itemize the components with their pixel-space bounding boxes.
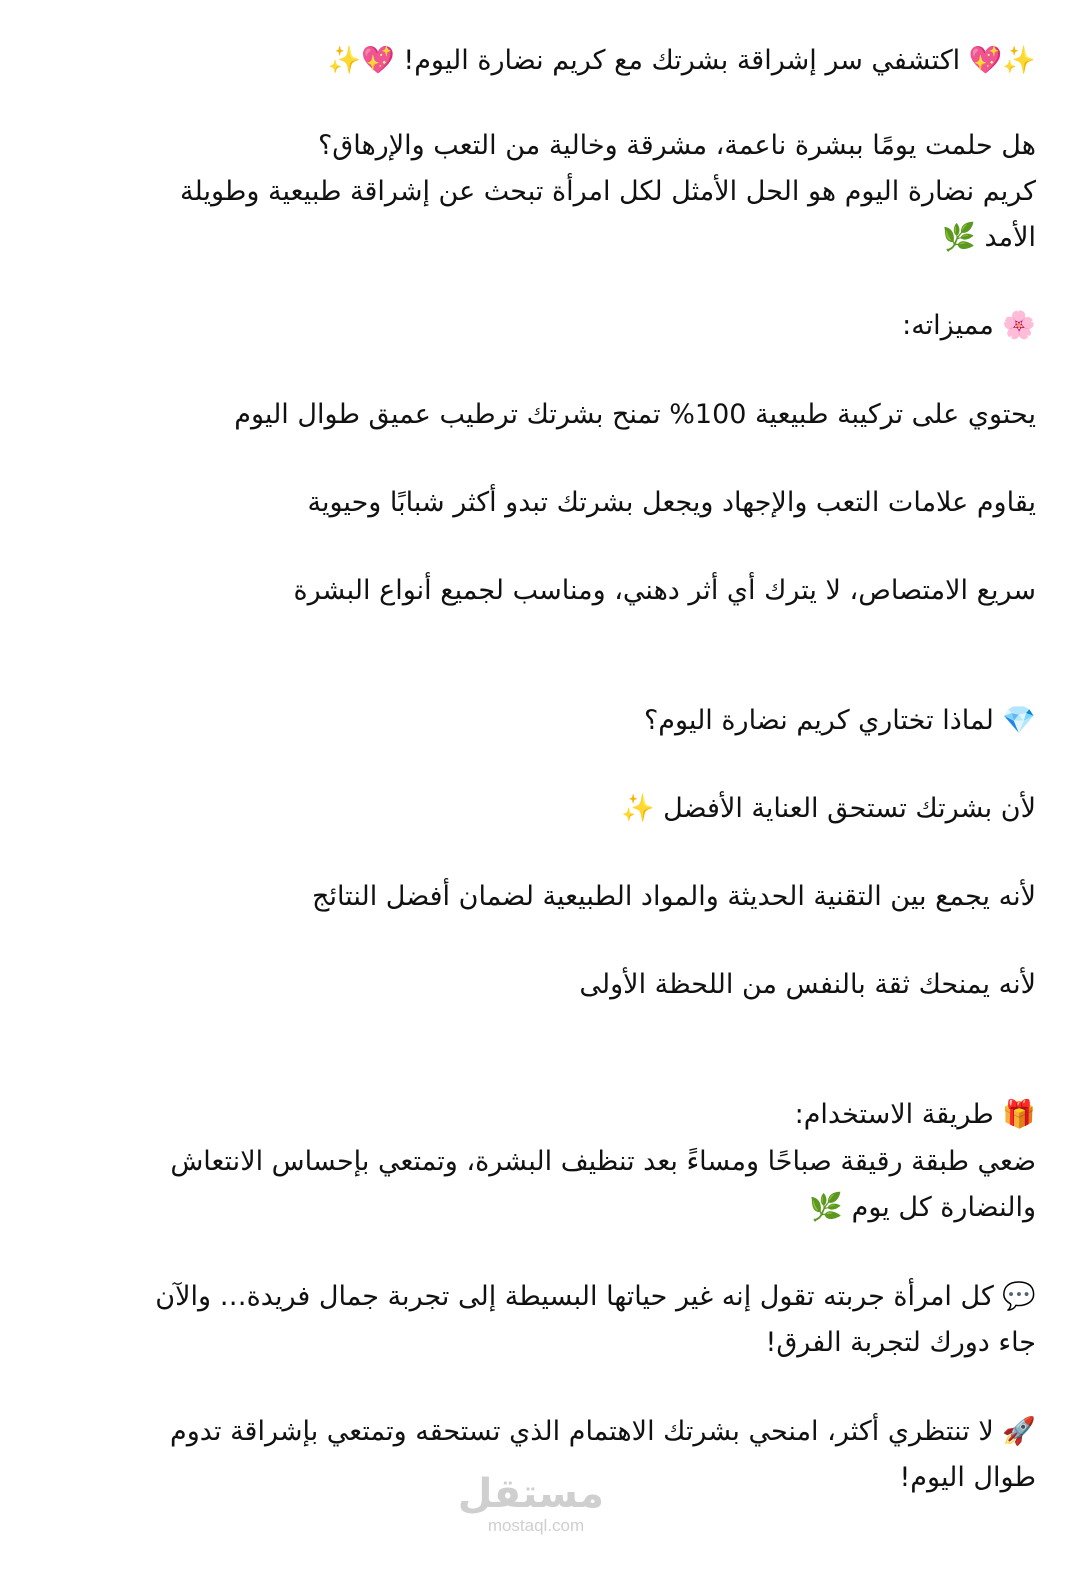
- cta-line-1: 🚀 لا تنتظري أكثر، امنحي بشرتك الاهتمام الذي تستحقه وتمتعي بإشراقة تدوم: [170, 1416, 1036, 1447]
- mostaql-watermark: [457, 1471, 604, 1536]
- intro-question: هل حلمت يومًا ببشرة ناعمة، مشرقة وخالية من التعب والإرهاق؟: [317, 130, 1036, 161]
- feature-item: يقاوم علامات التعب والإجهاد ويجعل بشرتك تبدو أكثر شبابًا وحيوية: [307, 487, 1036, 518]
- intro-pitch-line-2: الأمد 🌿: [942, 222, 1036, 253]
- headline: ✨💖 اكتشفي سر إشراقة بشرتك مع كريم نضارة اليوم! 💖✨: [327, 45, 1036, 76]
- why-heading: 💎 لماذا تختاري كريم نضارة اليوم؟: [643, 705, 1036, 736]
- features-heading: 🌸 مميزاته:: [902, 310, 1036, 341]
- why-item: لأنه يجمع بين التقنية الحديثة والمواد الطبيعية لضمان أفضل النتائج: [312, 881, 1036, 912]
- why-item: لأنه يمنحك ثقة بالنفس من اللحظة الأولى: [579, 969, 1036, 1000]
- intro-pitch-line-1: كريم نضارة اليوم هو الحل الأمثل لكل امرأة تبحث عن إشراقة طبيعية وطويلة: [180, 176, 1036, 207]
- usage-line-1: ضعي طبقة رقيقة صباحًا ومساءً بعد تنظيف البشرة، وتمتعي بإحساس الانتعاش: [170, 1146, 1036, 1177]
- watermark-logo: مستقل: [457, 1471, 604, 1517]
- usage-line-2: والنضارة كل يوم 🌿: [809, 1192, 1036, 1223]
- watermark-url: mostaql.com: [487, 1516, 585, 1535]
- cta-line-2: طوال اليوم!: [899, 1462, 1036, 1493]
- usage-heading: 🎁 طريقة الاستخدام:: [794, 1099, 1036, 1130]
- testimonial-line-1: 💬 كل امرأة جربته تقول إنه غير حياتها البسيطة إلى تجربة جمال فريدة… والآن: [155, 1281, 1036, 1312]
- feature-item: يحتوي على تركيبة طبيعية 100% تمنح بشرتك ترطيب عميق طوال اليوم: [234, 399, 1036, 430]
- feature-item: سريع الامتصاص، لا يترك أي أثر دهني، ومناسب لجميع أنواع البشرة: [293, 575, 1036, 606]
- why-item: لأن بشرتك تستحق العناية الأفضل ✨: [620, 793, 1036, 824]
- testimonial-line-2: جاء دورك لتجربة الفرق!: [765, 1327, 1036, 1358]
